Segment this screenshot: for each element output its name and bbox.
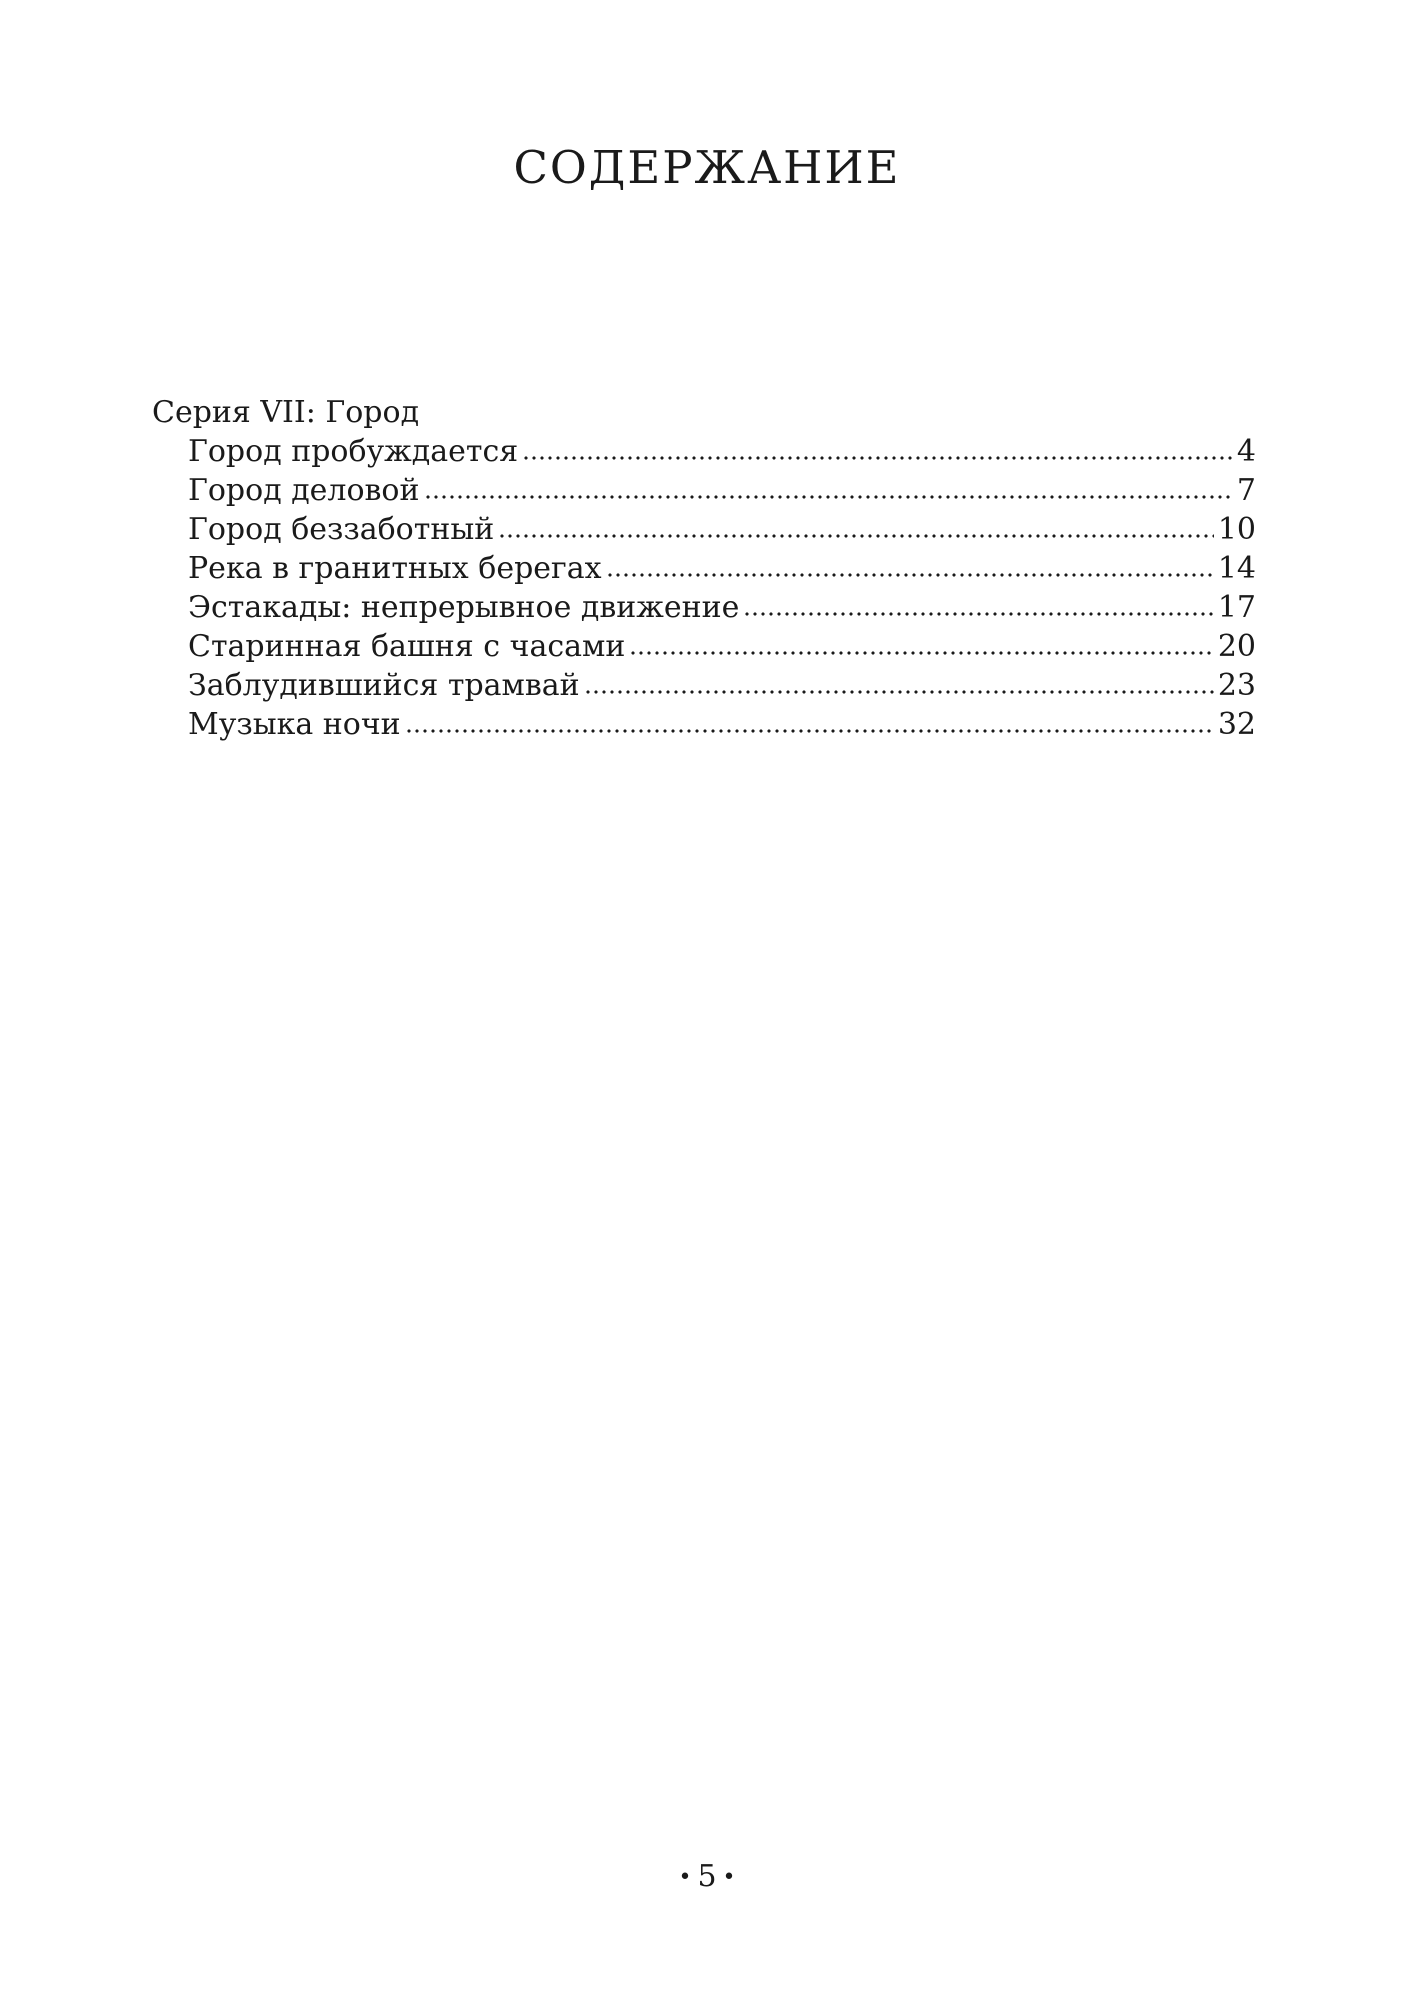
toc-entry-page: 4 — [1236, 434, 1256, 469]
toc-entry[interactable] — [188, 471, 1256, 510]
dot-leader — [629, 632, 1213, 656]
dot-leader — [522, 437, 1233, 461]
dot-leader — [405, 710, 1214, 734]
toc-entry-page: 7 — [1236, 473, 1256, 508]
section-heading: Серия VII: Город — [152, 395, 420, 430]
bullet-right: • — [722, 1865, 736, 1890]
toc-entry[interactable] — [188, 627, 1256, 666]
dot-leader — [424, 476, 1233, 500]
toc-entry-page: 14 — [1217, 551, 1256, 586]
toc-entry-title: Река в гранитных берегах — [188, 551, 602, 586]
toc-entry-title: Город беззаботный — [188, 512, 495, 547]
toc-entry-page: 17 — [1217, 590, 1256, 625]
toc-entry-page: 32 — [1217, 707, 1256, 742]
bullet-left: • — [678, 1865, 692, 1890]
toc-entry[interactable] — [188, 666, 1256, 705]
toc-list — [152, 432, 1256, 744]
page-number-footer — [0, 1859, 1414, 1894]
dot-leader — [606, 554, 1214, 578]
toc-entry[interactable] — [188, 510, 1256, 549]
toc-entry[interactable] — [188, 588, 1256, 627]
toc-entry-title: Старинная башня с часами — [188, 629, 626, 664]
dot-leader — [743, 593, 1213, 617]
dot-leader — [584, 671, 1214, 695]
toc-entry-title: Эстакады: непрерывное движение — [188, 590, 740, 625]
dot-leader — [498, 515, 1214, 539]
toc-entry-page: 10 — [1217, 512, 1256, 547]
toc-entry-title: Заблудившийся трамвай — [188, 668, 580, 703]
table-of-contents — [152, 393, 1256, 744]
toc-entry-page: 20 — [1217, 629, 1256, 664]
page-title: СОДЕРЖАНИЕ — [513, 141, 901, 194]
toc-entry-page: 23 — [1217, 668, 1256, 703]
toc-entry-title: Город пробуждается — [188, 434, 519, 469]
toc-entry[interactable] — [188, 705, 1256, 744]
toc-entry[interactable] — [188, 549, 1256, 588]
toc-entry-title: Город деловой — [188, 473, 420, 508]
toc-entry-title: Музыка ночи — [188, 707, 401, 742]
page-number: 5 — [697, 1859, 717, 1894]
toc-entry[interactable] — [188, 432, 1256, 471]
